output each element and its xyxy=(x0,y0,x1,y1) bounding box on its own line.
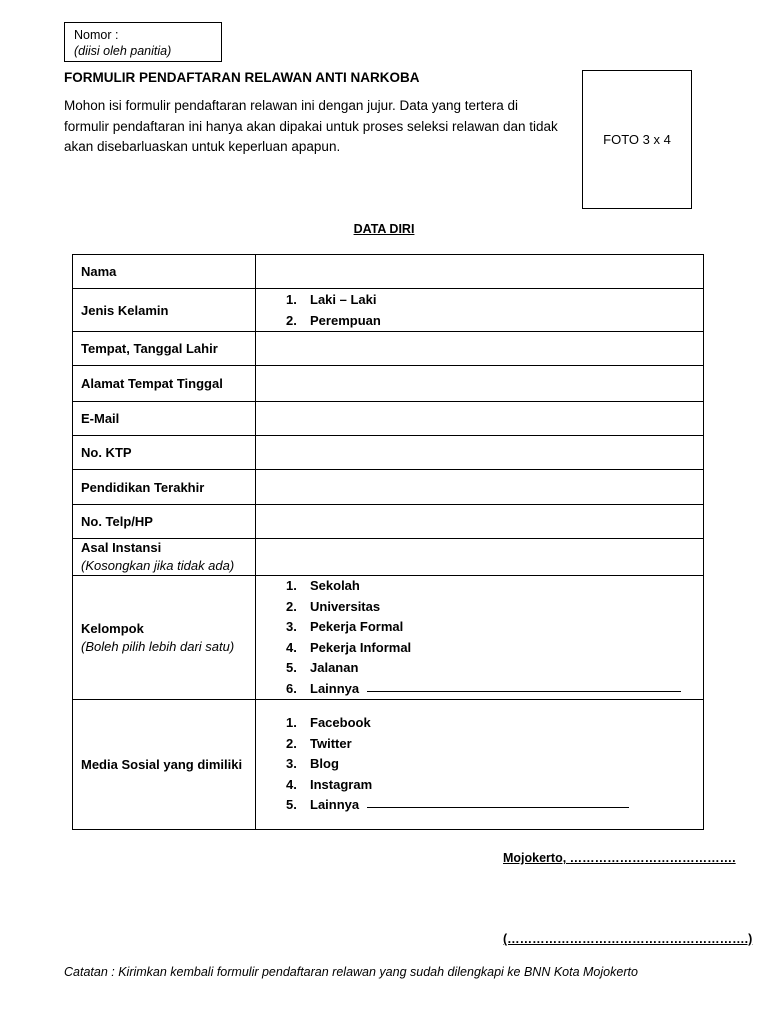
row-label-medsos: Media Sosial yang dimiliki xyxy=(73,700,256,830)
photo-label: FOTO 3 x 4 xyxy=(603,132,671,147)
nomor-label: Nomor : xyxy=(74,28,119,42)
kelompok-option: Jalanan xyxy=(310,660,359,675)
kelompok-option: Universitas xyxy=(310,598,381,614)
list-item[interactable]: 1. Facebook xyxy=(286,713,695,734)
list-item[interactable]: 1. Sekolah xyxy=(286,576,695,597)
row-label-telp: No. Telp/HP xyxy=(73,505,256,539)
alamat-field[interactable] xyxy=(256,366,704,402)
gender-option: Laki – Laki xyxy=(310,292,377,307)
list-item[interactable]: 2. Twitter xyxy=(286,734,695,755)
row-label-nama: Nama xyxy=(73,255,256,289)
email-field[interactable] xyxy=(256,402,704,436)
form-title: FORMULIR PENDAFTARAN RELAWAN ANTI NARKOBA xyxy=(64,70,420,85)
row-label-ktp: No. KTP xyxy=(73,436,256,470)
telp-field[interactable] xyxy=(256,505,704,539)
place-date-line: Mojokerto, …………………………………. xyxy=(503,851,736,865)
table-row xyxy=(73,539,704,576)
kelompok-option: Pekerja Formal xyxy=(310,619,404,634)
kelompok-label: Kelompok xyxy=(81,620,144,636)
table-row xyxy=(73,255,704,289)
row-label-jenis-kelamin: Jenis Kelamin xyxy=(73,289,256,332)
table-row xyxy=(73,700,704,830)
table-row xyxy=(73,576,704,700)
table-row xyxy=(73,470,704,505)
pendidikan-field[interactable] xyxy=(256,470,704,505)
nama-field[interactable] xyxy=(256,255,704,289)
signature-line: (………………………………………………….) xyxy=(503,932,753,946)
row-label-instansi xyxy=(73,539,256,576)
list-item[interactable]: 5. Lainnya xyxy=(286,795,695,816)
instansi-note: (Kosongkan jika tidak ada) xyxy=(81,558,235,573)
list-item[interactable]: 2. Perempuan xyxy=(286,310,695,331)
list-item[interactable]: 2. Universitas xyxy=(286,597,695,618)
fill-in-line[interactable] xyxy=(367,679,681,692)
list-item[interactable]: 3. Pekerja Formal xyxy=(286,617,695,638)
kelompok-note: (Boleh pilih lebih dari satu) xyxy=(81,638,235,654)
section-title: DATA DIRI xyxy=(353,222,415,236)
row-label-pendidikan: Pendidikan Terakhir xyxy=(73,470,256,505)
photo-box xyxy=(582,70,692,209)
gender-option: Perempuan xyxy=(310,313,381,328)
table-row xyxy=(73,505,704,539)
intro-text: Mohon isi formulir pendaftaran relawan ini dengan jujur. Data yang tertera di formulir pendaftaran ini hanya akan dipakai untuk proses seleksi relawan dan tidak akan disebarluaskan untuk keperluan apapun. xyxy=(64,98,558,154)
personal-data-table xyxy=(72,254,704,830)
instansi-label: Asal Instansi xyxy=(81,540,162,555)
list-item[interactable]: 6. Lainnya xyxy=(286,679,695,700)
medsos-option: Instagram xyxy=(310,776,373,792)
list-item[interactable]: 5. Jalanan xyxy=(286,658,695,679)
ktp-field[interactable] xyxy=(256,436,704,470)
medsos-field[interactable] xyxy=(256,700,704,830)
kelompok-option: Sekolah xyxy=(310,578,360,593)
list-item[interactable]: 3. Blog xyxy=(286,754,695,775)
list-item[interactable]: 4. Pekerja Informal xyxy=(286,638,695,659)
table-row xyxy=(73,289,704,332)
ttl-field[interactable] xyxy=(256,332,704,366)
table-row xyxy=(73,332,704,366)
kelompok-option: Pekerja Informal xyxy=(310,639,412,655)
medsos-option: Blog xyxy=(310,756,339,772)
nomor-hint: (diisi oleh panitia) xyxy=(74,44,172,58)
kelompok-option: Lainnya xyxy=(310,680,360,696)
jenis-kelamin-field[interactable] xyxy=(256,289,704,332)
table-row xyxy=(73,402,704,436)
list-item[interactable]: 4. Instagram xyxy=(286,775,695,796)
footer-note: Catatan : Kirimkan kembali formulir pendaftaran relawan yang sudah dilengkapi ke BNN Kota Mojokerto xyxy=(64,965,638,979)
row-label-alamat: Alamat Tempat Tinggal xyxy=(73,366,256,402)
nomor-box xyxy=(64,22,222,62)
row-label-email: E-Mail xyxy=(73,402,256,436)
list-item[interactable]: 1. Laki – Laki xyxy=(286,289,695,310)
fill-in-line[interactable] xyxy=(367,795,629,808)
instansi-field[interactable] xyxy=(256,539,704,576)
medsos-option: Lainnya xyxy=(310,797,360,813)
kelompok-field[interactable] xyxy=(256,576,704,700)
table-row xyxy=(73,366,704,402)
table-row xyxy=(73,436,704,470)
medsos-option: Twitter xyxy=(310,735,352,751)
row-label-ttl: Tempat, Tanggal Lahir xyxy=(73,332,256,366)
medsos-option: Facebook xyxy=(310,715,371,731)
row-label-kelompok xyxy=(73,576,256,700)
